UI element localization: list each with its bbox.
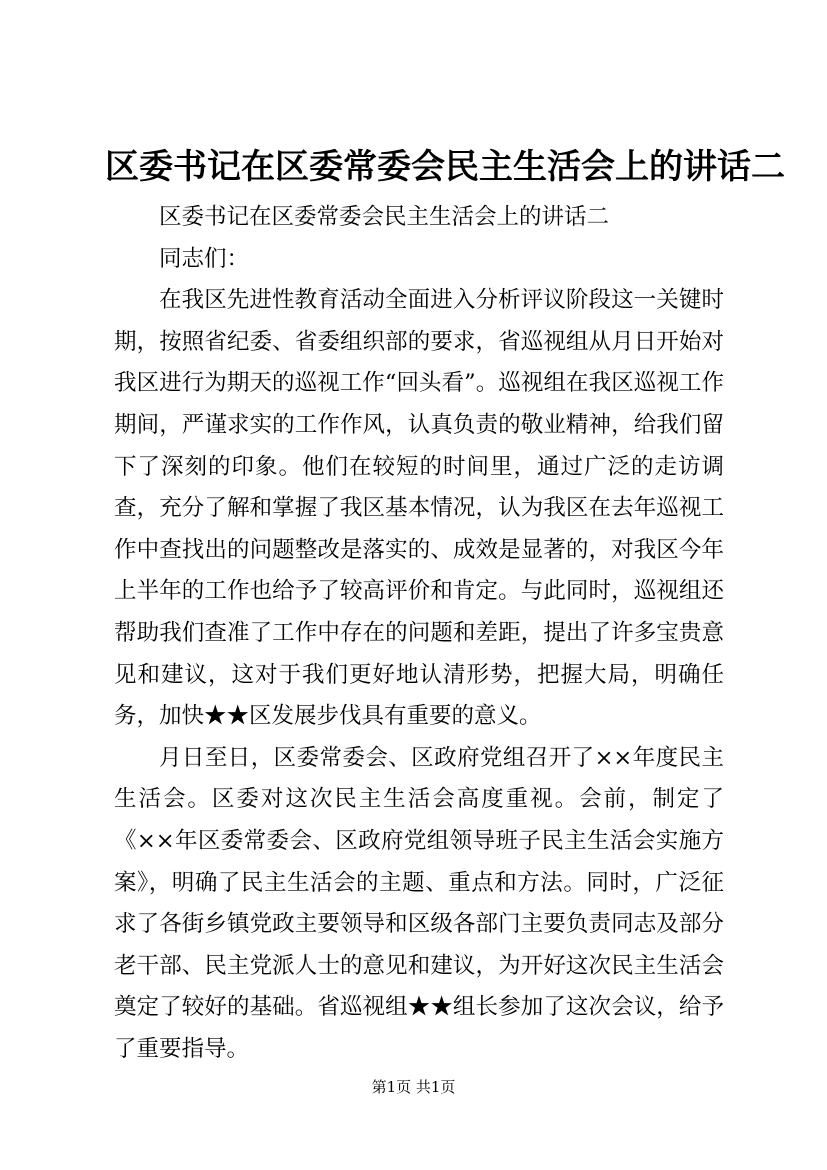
paragraph: 月日至日，区委常委会、区政府党组召开了××年度民主生活会。区委对这次民主生活会高度重视。会前，制定了《××年区委常委会、区政府党组领导班子民主生活会实施方案》，明确了民主生活会的主题、重点和方法。同时，广泛征求了各街乡镇党政主要领导和区级各部门主要负责同志及部分老干部、民主党派人士的意见和建议，为开好这次民主生活会奠定了较好的基础。省巡视组★★组长参加了这次会议，给予了重要指导。 xyxy=(114,744,724,1062)
document-body xyxy=(114,197,724,1070)
paragraph: 在我区先进性教育活动全面进入分析评议阶段这一关键时期，按照省纪委、省委组织部的要求，省巡视组从月日开始对我区进行为期天的巡视工作“回头看”。巡视组在我区巡视工作期间，严谨求实的工作作风，认真负责的敬业精神，给我们留下了深刻的印象。他们在较短的时间里，通过广泛的走访调查，充分了解和掌握了我区基本情况，认为我区在去年巡视工作中查找出的问题整改是落实的、成效是显著的，对我区今年上半年的工作也给予了较高评价和肯定。与此同时，巡视组还帮助我们查准了工作中存在的问题和差距，提出了许多宝贵意见和建议，这对于我们更好地认清形势，把握大局，明确任务，加快★★区发展步伐具有重要的意义。 xyxy=(114,287,724,730)
document-subtitle: 区委书记在区委常委会民主生活会上的讲话二 xyxy=(159,204,610,230)
salutation: 同志们： xyxy=(159,245,250,272)
page-number-footer: 第1页 共1页 xyxy=(371,1078,456,1096)
document-title: 区委书记在区委常委会民主生活会上的讲话二 xyxy=(105,147,785,187)
